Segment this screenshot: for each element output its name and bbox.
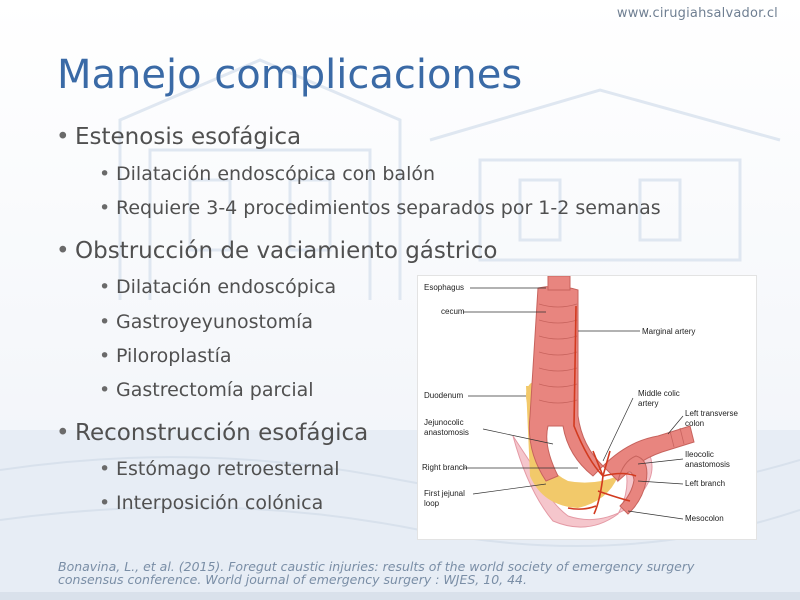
sub-bullet: • Dilatación endoscópica con balón: [116, 163, 435, 185]
site-url: www.cirugiahsalvador.cl: [616, 6, 778, 21]
slide-title: Manejo complicaciones: [57, 52, 523, 98]
label-duodenum: Duodenum: [424, 391, 464, 400]
citation: Bonavina, L., et al. (2015). Foregut caustic injuries: results of the world society of emergency surgery consensus conference. World journal of emergency surgery : WJES, 10, 44.: [58, 559, 695, 587]
sub-bullet: • Gastroyeyunostomía: [116, 311, 313, 333]
label-middle-colic-artery: Middle colic artery: [638, 389, 680, 408]
sub-bullet: • Estómago retroesternal: [116, 458, 340, 480]
label-marginal-artery: Marginal artery: [642, 327, 696, 336]
label-first-jejunal-loop: First jejunal loop: [424, 489, 465, 508]
sub-bullet: • Dilatación endoscópica: [116, 276, 336, 298]
label-left-transverse-colon: Left transverse colon: [685, 409, 738, 428]
colon-interposition-figure: [417, 275, 757, 540]
label-cecum: cecum: [441, 307, 465, 316]
sub-bullet: • Requiere 3-4 procedimientos separados por 1-2 semanas: [116, 197, 661, 219]
anatomy-illustration: [418, 276, 756, 539]
label-jejunocolic-anastomosis: Jejunocolic anastomosis: [424, 418, 469, 437]
sub-bullet: • Interposición colónica: [116, 492, 323, 514]
bullet-estenosis: • Estenosis esofágica: [75, 124, 301, 150]
label-right-branch: Right branch: [422, 463, 468, 472]
label-esophagus: Esophagus: [424, 283, 465, 292]
label-left-branch: Left branch: [685, 479, 726, 488]
label-mesocolon: Mesocolon: [685, 514, 724, 523]
bullet-obstruccion: • Obstrucción de vaciamiento gástrico: [75, 238, 497, 264]
footer-bar: [0, 592, 800, 600]
sub-bullet: • Gastrectomía parcial: [116, 379, 314, 401]
label-ileocolic-anastomosis: Ileocolic anastomosis: [685, 450, 730, 469]
sub-bullet: • Piloroplastía: [116, 345, 232, 367]
bullet-reconstruccion: • Reconstrucción esofágica: [75, 420, 368, 446]
